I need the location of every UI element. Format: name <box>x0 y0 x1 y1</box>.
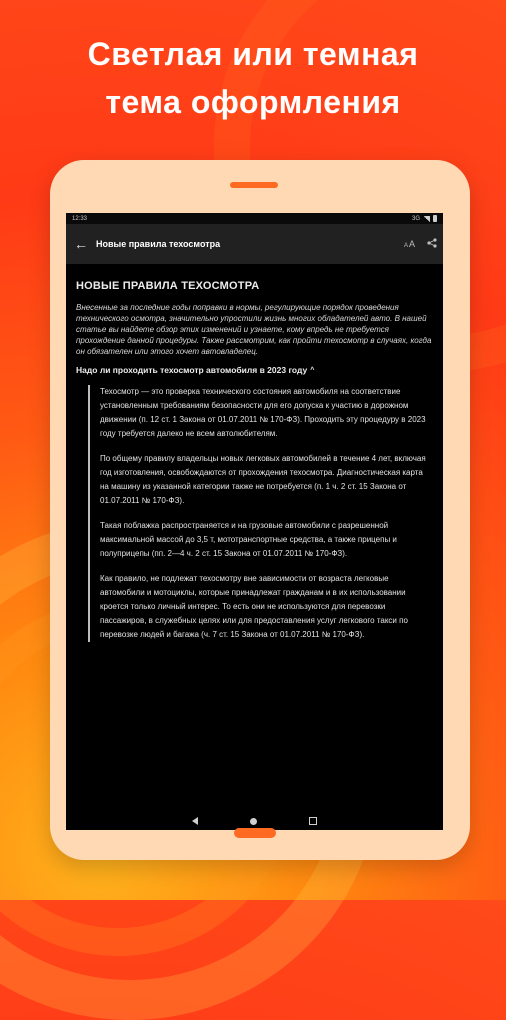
nav-recents-icon[interactable] <box>309 817 317 825</box>
article-lead: Внесенные за последние годы поправки в нормы, регулирующие порядок проведения технического осмотра, значительно упростили жизнь многих обладателей авто. В нашей статье вы найдете обзор этих изменений и узнаете, кому впредь не требуется прохождение данной процедуры. Также рассмотрим, как пройти техосмотр в случаях, когда он обязателен или этого хочет автовладелец. <box>76 303 432 356</box>
article-title: НОВЫЕ ПРАВИЛА ТЕХОСМОТРА <box>76 280 260 292</box>
section-toggle[interactable] <box>76 365 433 375</box>
network-label: 3G <box>411 215 420 222</box>
headline-line-2: тема оформления <box>105 84 401 120</box>
chevron-up-icon: ^ <box>310 366 315 374</box>
signal-icon <box>423 216 430 222</box>
tablet-speaker <box>230 182 278 188</box>
nav-back-icon[interactable] <box>192 817 198 825</box>
paragraph: Как правило, не подлежат техосмотру вне зависимости от возраста легковые автомобили и мотоциклы, которые принадлежат гражданам и в их использовании кроется только личный интерес. То есть они не используются для перевозки пассажиров, в служебных целях или для предоставления услуг легкового такси по перевозке людей и багажа (ч. 7 ст. 15 Закона от 01.07.2011 № 170-ФЗ). <box>100 574 408 639</box>
share-icon[interactable] <box>421 238 443 250</box>
promo-headline <box>0 30 506 126</box>
status-icons <box>412 215 437 222</box>
nav-home-icon[interactable] <box>250 818 257 825</box>
section-body <box>88 385 433 642</box>
tablet-frame <box>50 160 470 860</box>
text-size-icon[interactable] <box>399 238 421 250</box>
article-content <box>66 264 443 642</box>
paragraph: Такая поблажка распространяется и на грузовые автомобили с разрешенной максимальной массой до 3,5 т, мототранспортные средства, а также прицепы и полуприцепы (пп. 2—4 ч. 2 ст. 15 Закона от 01.07.2011 № 170-ФЗ). <box>100 521 397 558</box>
status-time: 12:33 <box>72 215 88 222</box>
svg-text:A: A <box>409 239 416 248</box>
status-bar <box>66 213 443 224</box>
device-screen <box>66 213 443 830</box>
paragraph: Техосмотр — это проверка технического состояния автомобиля на соответствие установленным требованиям безопасности для его допуска к участию в дорожном движении (п. 12 ст. 1 Закона от 01.07.2011 № 170-ФЗ). Проходить эту процедуру в 2023 году требуется далеко не всем автолюбителям. <box>100 387 426 438</box>
svg-text:A: A <box>404 243 409 248</box>
headline-line-1: Светлая или темная <box>87 36 419 72</box>
paragraph: По общему правилу владельцы новых легковых автомобилей в течение 4 лет, включая год изготовления, освобождаются от прохождения техосмотра. Диагностическая карта на машину из указанной категории также не потребуется (п. 1 ч. 2 ст. 15 Закона от 01.07.2011 № 170-ФЗ). <box>100 454 426 505</box>
tablet-home-button <box>234 828 276 838</box>
back-arrow-icon[interactable]: ← <box>74 236 88 252</box>
app-bar <box>66 224 443 264</box>
section-title: Надо ли проходить техосмотр автомобиля в 2023 году <box>76 365 308 375</box>
page-title: Новые правила техосмотра <box>96 239 221 249</box>
battery-icon <box>433 215 437 222</box>
